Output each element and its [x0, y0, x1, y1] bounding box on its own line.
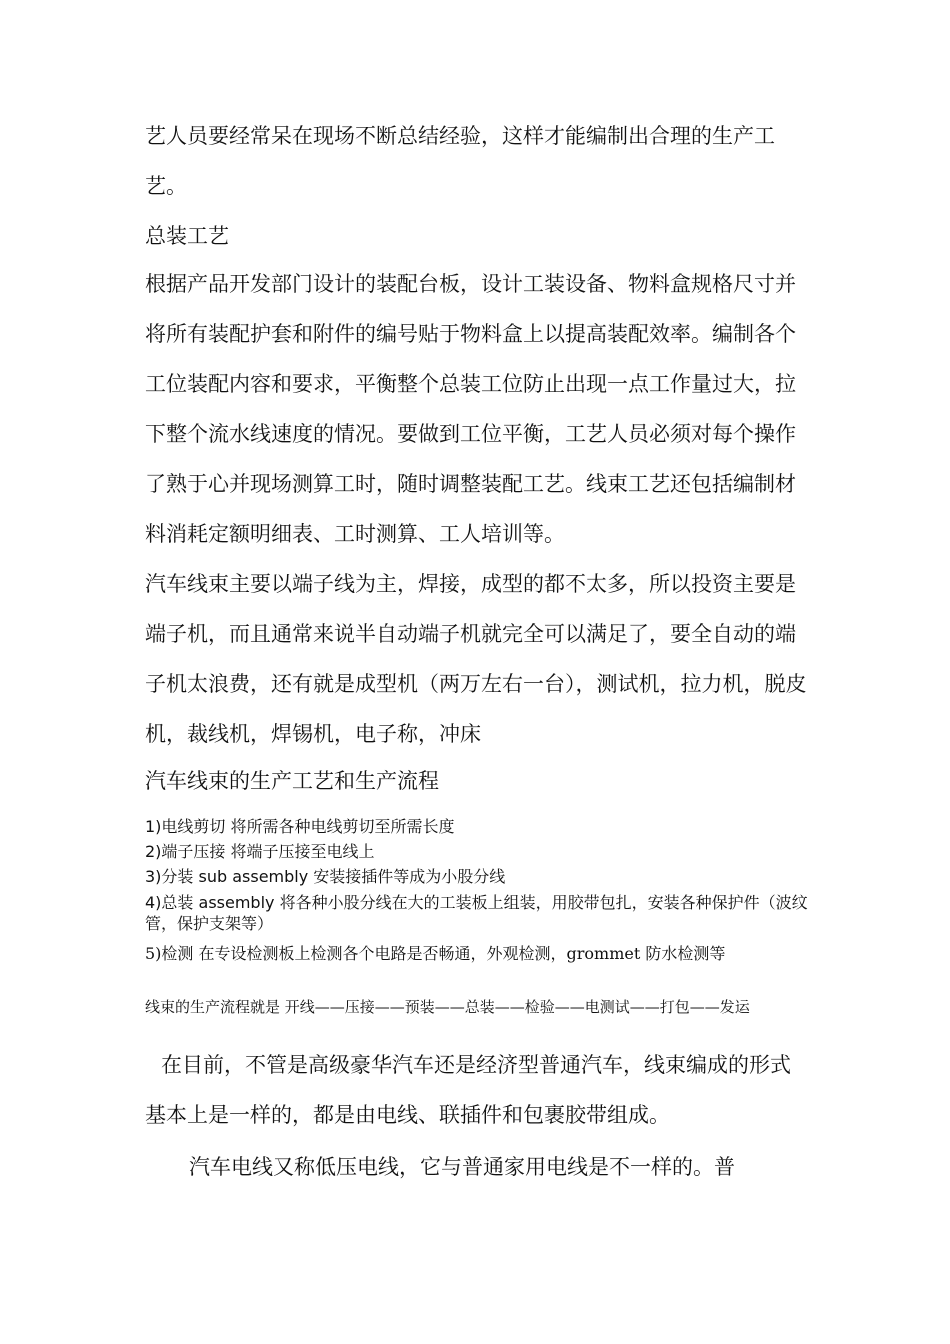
- process-list-item-1: 1)电线剪切 将所需各种电线剪切至所需长度: [145, 817, 455, 836]
- paragraph-harness-composition: 在目前，不管是高级豪华汽车还是经济型普通汽车，线束编成的形式基本上是一样的，都是由电线、联插件和包裹胶带组成。: [145, 1053, 791, 1127]
- process-list-item-4: 4)总装 assembly 将各种小股分线在大的工装板上组装，用胶带包扎，安装各种保护件（波纹管，保护支架等）: [145, 893, 808, 933]
- paragraph-equipment: 汽车线束主要以端子线为主，焊接，成型的都不太多，所以投资主要是端子机，而且通常来说半自动端子机就完全可以满足了，要全自动的端子机太浪费，还有就是成型机（两万左右一台），测试机，拉力机，脱皮机，裁线机，焊锡机，电子称，冲床: [145, 572, 807, 746]
- paragraph-final-assembly: 根据产品开发部门设计的装配台板，设计工装设备、物料盒规格尺寸并将所有装配护套和附件的编号贴于物料盒上以提高装配效率。编制各个工位装配内容和要求，平衡整个总装工位防止出现一点工作量过大，拉下整个流水线速度的情况。要做到工位平衡，工艺人员必须对每个操作了熟于心并现场测算工时，随时调整装配工艺。线束工艺还包括编制材料消耗定额明细表、工时测算、工人培训等。: [145, 272, 796, 546]
- process-list-item-3: 3)分装 sub assembly 安装接插件等成为小股分线: [145, 867, 506, 886]
- paragraph-low-voltage-wire: 汽车电线又称低压电线，它与普通家用电线是不一样的。普: [189, 1155, 735, 1179]
- section-heading-production-flow: 汽车线束的生产工艺和生产流程: [145, 769, 439, 793]
- paragraph-process-experience: 艺人员要经常呆在现场不断总结经验，这样才能编制出合理的生产工艺。: [145, 124, 775, 198]
- production-flow-summary: 线束的生产流程就是 开线——压接——预装——总装——检验——电测试——打包——发运: [145, 998, 750, 1016]
- process-list-item-2: 2)端子压接 将端子压接至电线上: [145, 842, 375, 861]
- process-list-item-5: 5)检测 在专设检测板上检测各个电路是否畅通，外观检测，grommet 防水检测等: [145, 944, 726, 963]
- section-heading-final-assembly: 总装工艺: [145, 224, 229, 248]
